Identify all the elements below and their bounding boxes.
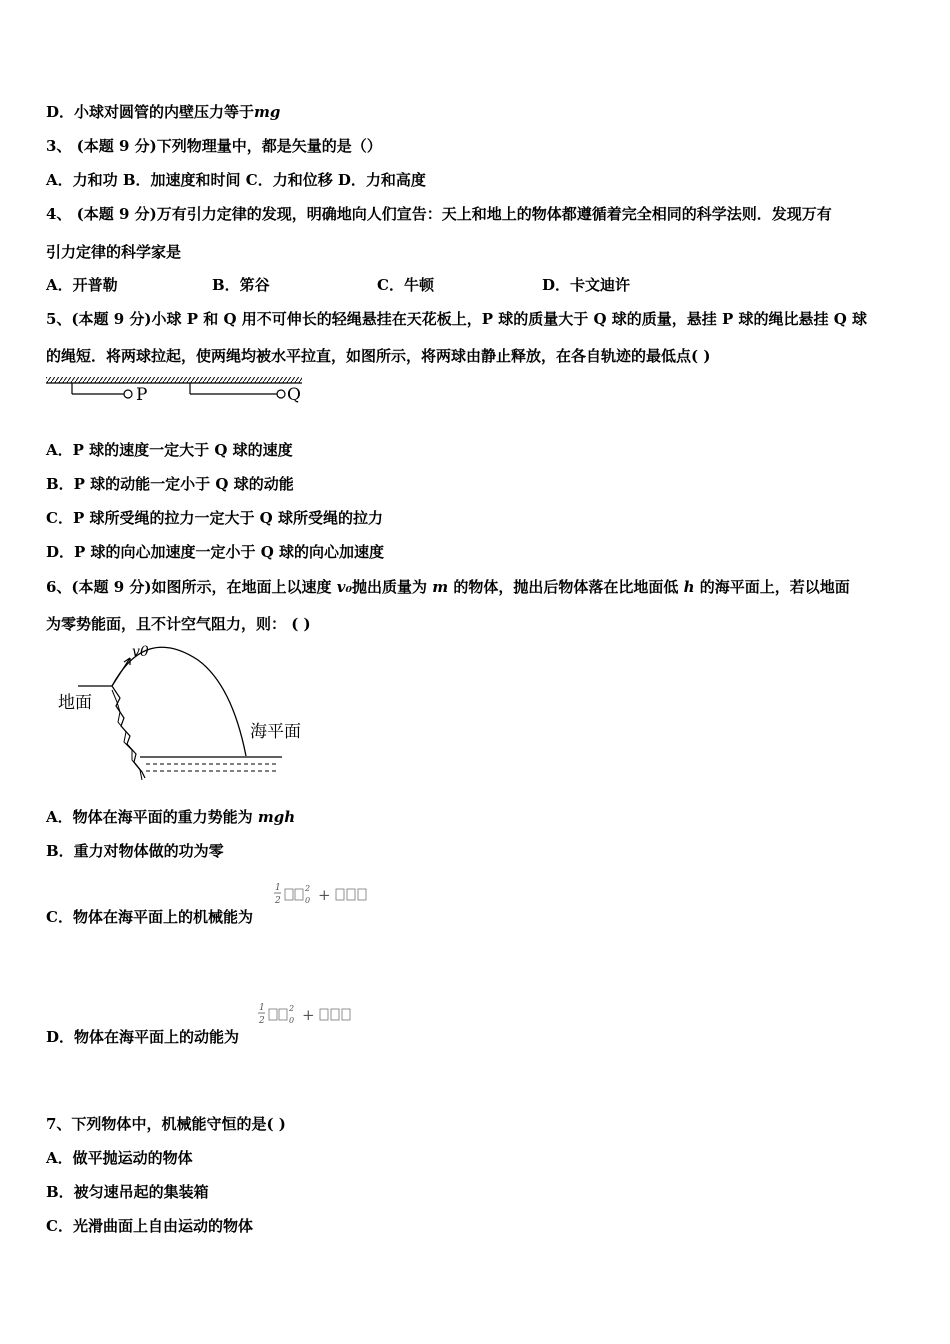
ball-p: [124, 390, 132, 398]
plus-sign: +: [318, 886, 331, 904]
placeholder-box: [285, 889, 293, 900]
placeholder-box: [331, 1009, 339, 1020]
plus-sign: +: [302, 1006, 315, 1024]
placeholder-box: [342, 1009, 350, 1020]
placeholder-box: [336, 889, 344, 900]
question-5-heading: 5、(本题 9 分)小球 P 和 Q 用不可伸长的轻绳悬挂在天花板上，P 球的质量大于 Q 球的质量，悬挂 P 球的绳比悬挂 Q 球: [46, 310, 867, 328]
question-7-heading: 7、下列物体中，机械能守恒的是( ): [46, 1115, 286, 1133]
placeholder-box: [358, 889, 366, 900]
question-4-option-b: B．笫谷: [212, 276, 270, 294]
subscript: 0: [305, 896, 311, 905]
fraction-den: 2: [259, 1016, 265, 1026]
question-4-option-a: A．开普勒: [46, 276, 118, 294]
question-6-continuation: 为零势能面，且不计空气阻力，则： ( ): [46, 615, 311, 633]
variable-v0: v₀: [336, 578, 353, 596]
placeholder-box: [279, 1009, 287, 1020]
question-3-options: A．力和功 B．加速度和时间 C．力和位移 D．力和高度: [46, 171, 426, 189]
question-7-option-c: C．光滑曲面上自由运动的物体: [46, 1217, 253, 1235]
question-6-option-b: B．重力对物体做的功为零: [46, 842, 224, 860]
question-5-option-b: B．P 球的动能一定小于 Q 球的动能: [46, 475, 294, 493]
formula-c: [274, 880, 384, 910]
question-5-option-c: C．P 球所受绳的拉力一定大于 Q 球所受绳的拉力: [46, 509, 383, 527]
question-5-continuation: 的绳短．将两球拉起，使两绳均被水平拉直，如图所示，将两球由静止释放，在各自轨迹的最低点( ): [46, 347, 711, 365]
cliff-face-outer: [112, 686, 145, 778]
placeholder-box: [347, 889, 355, 900]
fraction-num: 1: [275, 883, 281, 893]
ceiling-hatch: [46, 377, 302, 383]
subscript: 0: [289, 1016, 295, 1025]
pendulum-figure: [44, 375, 314, 407]
question-6-heading: 6、(本题 9 分)如图所示，在地面上以速度 v₀抛出质量为 m 的物体，抛出后物体落在比地面低 h 的海平面上，若以地面: [46, 578, 850, 596]
label-v0: v0: [132, 644, 149, 660]
option-d-prev: [46, 102, 280, 122]
superscript: 2: [305, 884, 311, 893]
variable-h: h: [683, 578, 695, 596]
label-q: Q: [287, 385, 301, 405]
question-7-option-b: B．被匀速吊起的集装箱: [46, 1183, 209, 1201]
question-6-option-c: C．物体在海平面上的机械能为: [46, 908, 253, 926]
question-4-continuation: 引力定律的科学家是: [46, 243, 182, 261]
question-3-heading: 3、 (本题 9 分)下列物理量中，都是矢量的是（）: [46, 137, 382, 155]
cliff-face-inner: [112, 690, 142, 780]
question-4-option-c: C．牛顿: [377, 276, 434, 294]
superscript: 2: [289, 1004, 295, 1013]
variable-mgh: mgh: [257, 808, 296, 826]
fraction-den: 2: [275, 896, 281, 906]
label-ground: 地面: [58, 693, 92, 713]
placeholder-box: [320, 1009, 328, 1020]
ball-q: [277, 390, 285, 398]
question-5-option-d: D．P 球的向心加速度一定小于 Q 球的向心加速度: [46, 543, 385, 561]
formula-d: [258, 1000, 368, 1030]
option-text: 小球对圆管的内壁压力等于: [74, 103, 255, 121]
question-4-option-d: D．卡文迪许: [542, 276, 631, 294]
label-sea: 海平面: [250, 722, 301, 742]
question-6-option-d: D．物体在海平面上的动能为: [46, 1028, 240, 1046]
question-5-option-a: A．P 球的速度一定大于 Q 球的速度: [46, 441, 293, 459]
variable-m: m: [432, 578, 449, 596]
label-p: P: [136, 385, 148, 405]
variable-mg: mg: [254, 103, 281, 121]
question-6-option-a: A．物体在海平面的重力势能为 mgh: [46, 808, 296, 826]
placeholder-box: [269, 1009, 277, 1020]
placeholder-box: [295, 889, 303, 900]
trajectory-curve: [112, 647, 246, 756]
option-label: D．: [46, 103, 75, 121]
fraction-num: 1: [259, 1003, 265, 1013]
question-7-option-a: A．做平抛运动的物体: [46, 1149, 193, 1167]
projectile-figure: [50, 640, 301, 785]
question-4-heading: 4、 (本题 9 分)万有引力定律的发现，明确地向人们宣告：天上和地上的物体都遵循着完全相同的科学法则．发现万有: [46, 205, 832, 223]
